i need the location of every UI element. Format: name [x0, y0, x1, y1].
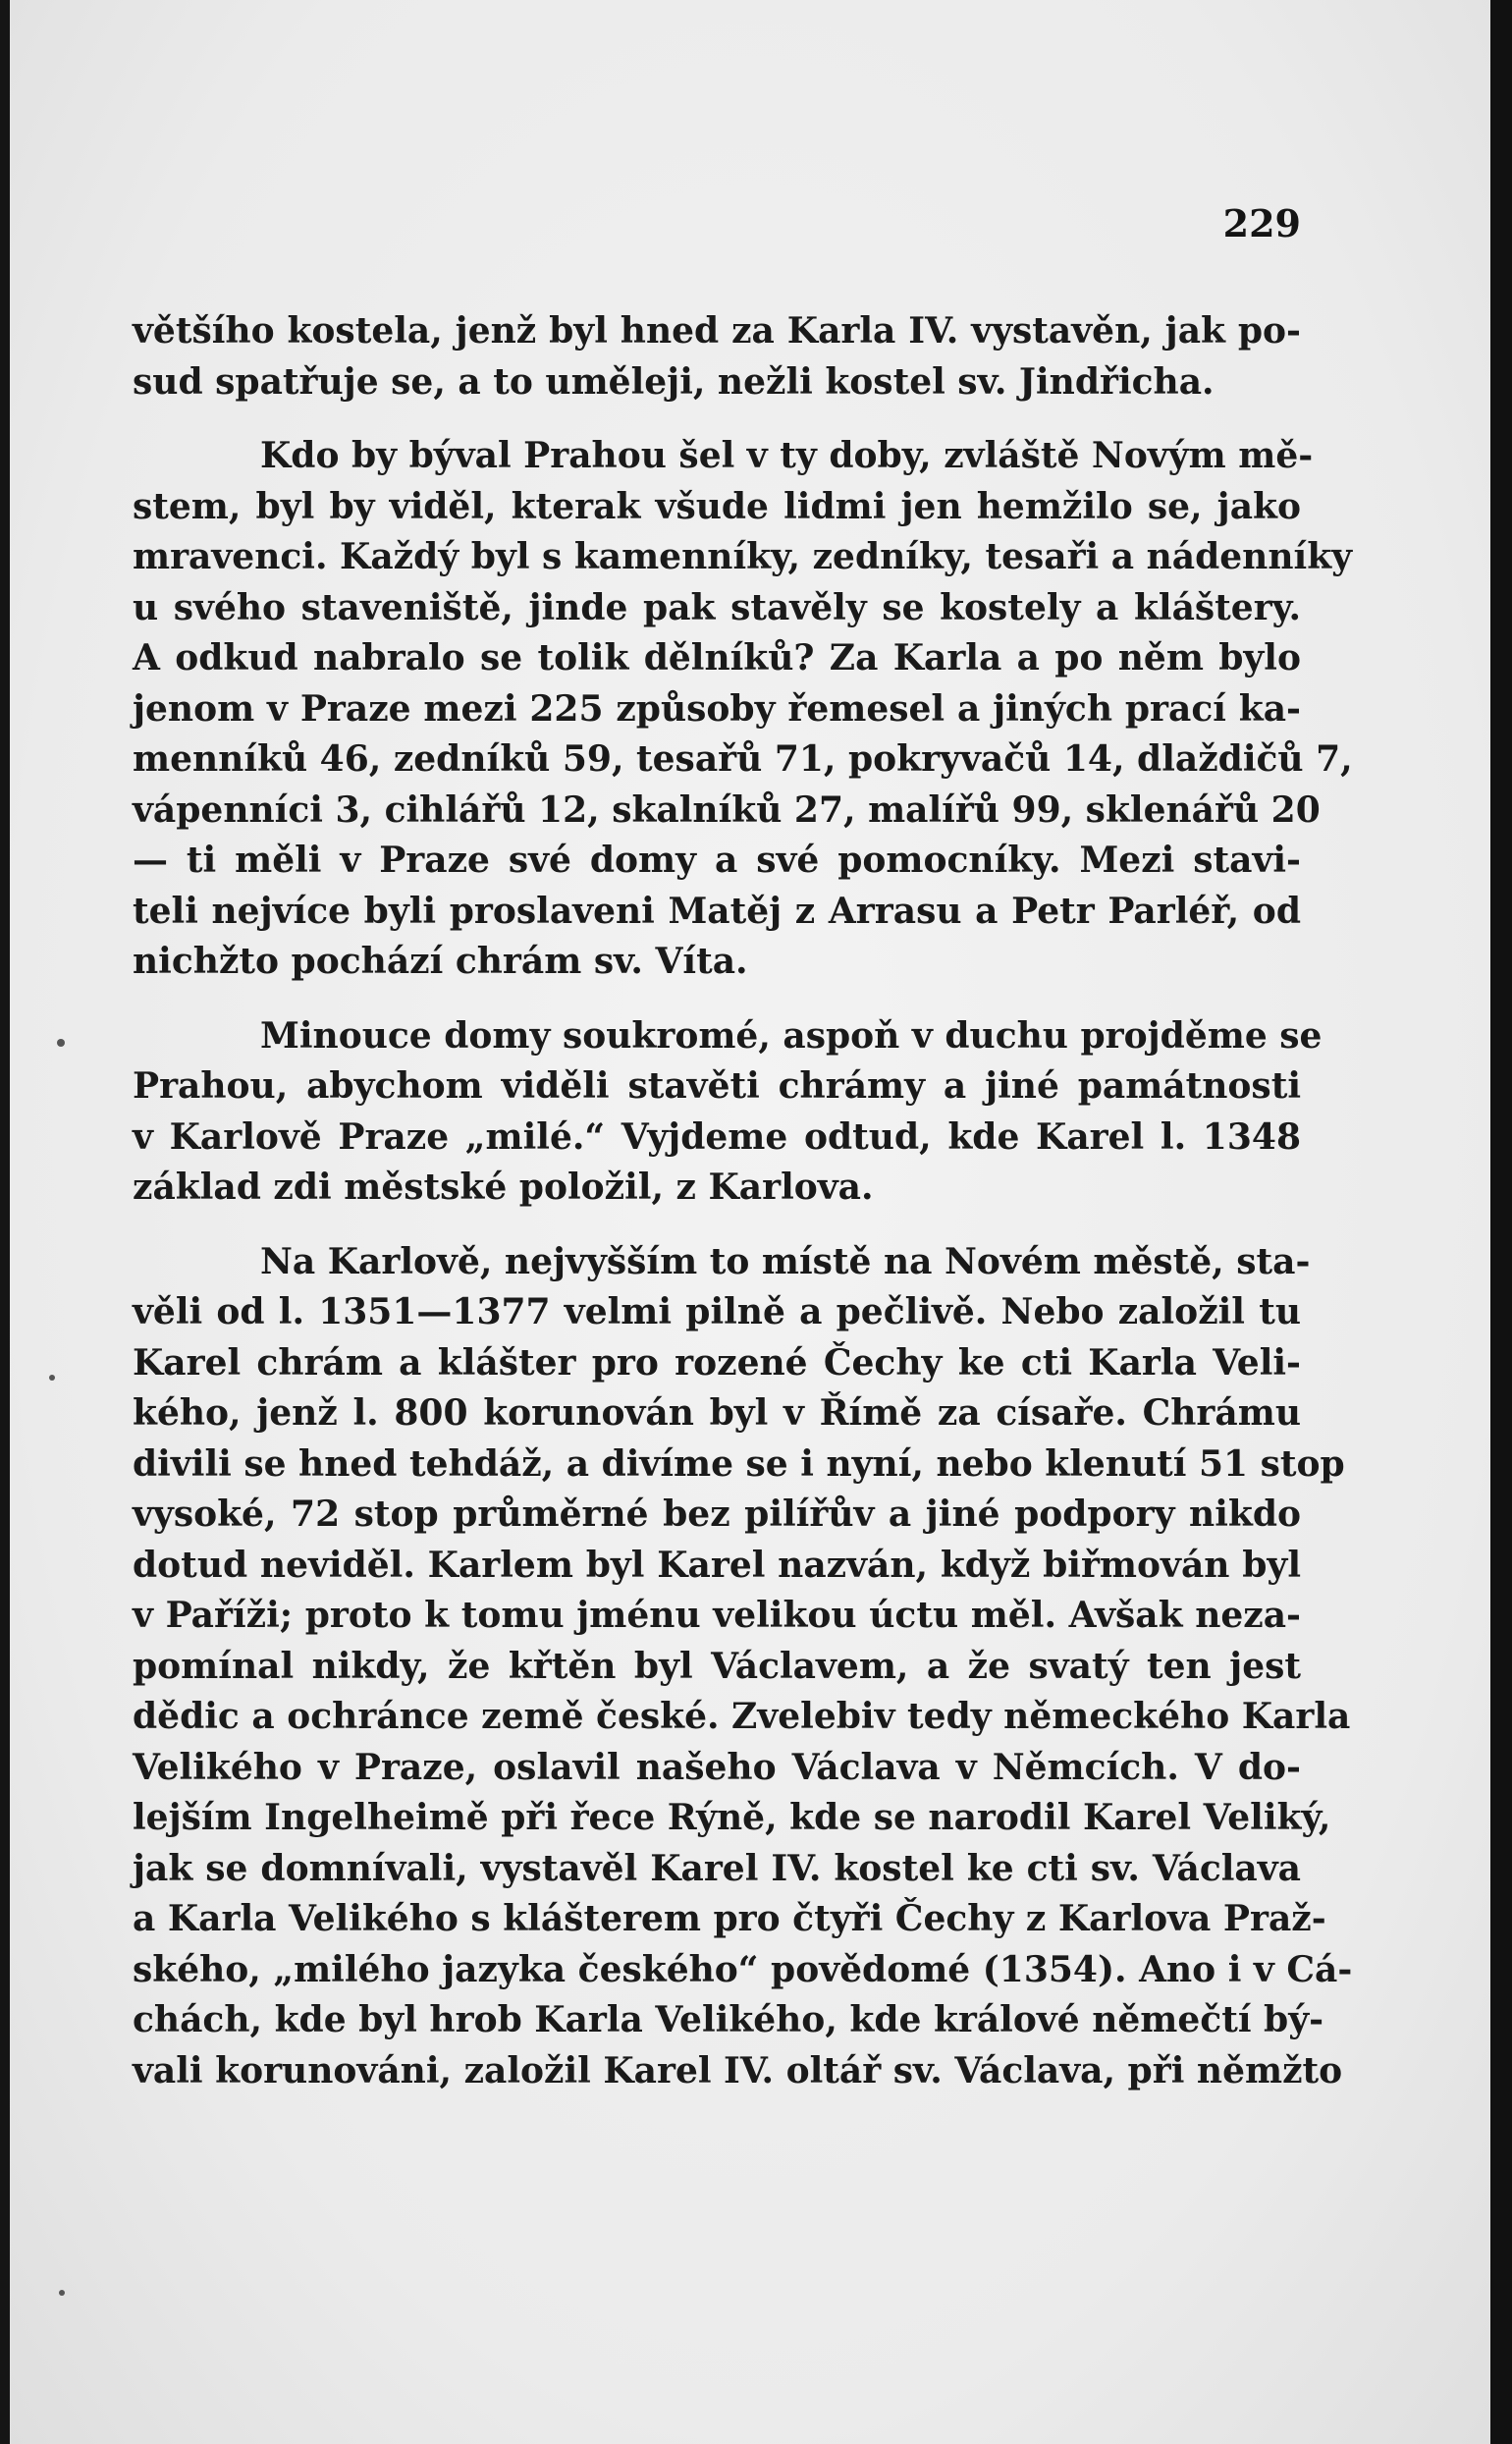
text-line: divili se hned tehdáž, a divíme se i nyní, nebo klenutí 51 stop: [133, 1442, 1345, 1485]
text-line: Minouce domy soukromé, aspoň v duchu projděme se: [260, 1014, 1323, 1057]
text-line: většího kostela, jenž byl hned za Karla IV. vystavěn, jak po-: [133, 310, 1301, 352]
text-line: stem, byl by viděl, kterak všude lidmi jen hemžilo se, jako: [133, 485, 1301, 527]
paragraph: [133, 431, 1353, 988]
text-line: A odkud nabralo se tolik dělníků? Za Karla a po něm bylo: [133, 637, 1301, 679]
text-line: základ zdi městské položil, z Karlova.: [133, 1167, 874, 1208]
scan-edge-right: [1490, 0, 1512, 2444]
paragraph-gap: [133, 1214, 1301, 1237]
paragraph: [133, 1237, 1353, 2097]
scan-edge-left: [0, 0, 10, 2444]
text-line: — ti měli v Praze své domy a své pomocníky. Mezi stavi-: [133, 840, 1301, 881]
text-line: nichžto pochází chrám sv. Víta.: [133, 941, 748, 982]
paragraph: [133, 306, 1301, 407]
text-line: Karel chrám a klášter pro rozené Čechy ke cti Karla Veli-: [133, 1341, 1301, 1384]
text-line: v Karlově Praze „milé.“ Vyjdeme odtud, kde Karel l. 1348: [133, 1115, 1301, 1158]
text-line: mravenci. Každý byl s kamenníky, zedníky, tesaři a nádenníky: [133, 536, 1353, 577]
print-speck: [57, 1039, 65, 1047]
text-line: sud spatřuje se, a to uměleji, nežli kostel sv. Jindřicha.: [133, 360, 1215, 403]
text-line: chách, kde byl hrob Karla Velikého, kde králové němečtí bý-: [133, 1999, 1324, 2040]
text-line: jak se domnívali, vystavěl Karel IV. kostel ke cti sv. Václava: [133, 1847, 1301, 1889]
text-line: dědic a ochránce země české. Zvelebiv tedy německého Karla: [133, 1696, 1351, 1737]
text-line: lejším Ingelheimě při řece Rýně, kde se narodil Karel Veliký,: [133, 1797, 1331, 1838]
text-line: vysoké, 72 stop průměrné bez pilířův a jiné podpory nikdo: [133, 1494, 1301, 1535]
text-line: věli od l. 1351—1377 velmi pilně a pečlivě. Nebo založil tu: [133, 1291, 1301, 1332]
body-text: [133, 306, 1353, 2096]
text-line: a Karla Velikého s klášterem pro čtyři Čechy z Karlova Praž-: [133, 1898, 1326, 1939]
print-speck: [59, 2290, 65, 2296]
paragraph-gap: [133, 988, 1301, 1011]
text-line: Prahou, abychom viděli stavěti chrámy a jiné památnosti: [133, 1065, 1301, 1107]
text-line: dotud neviděl. Karlem byl Karel nazván, když biřmován byl: [133, 1544, 1301, 1586]
text-line: ského, „milého jazyka českého“ povědomé (1354). Ano i v Cá-: [133, 1948, 1353, 1990]
text-line: Na Karlově, nejvyšším to místě na Novém městě, sta-: [260, 1240, 1311, 1282]
text-line: vali korunováni, založil Karel IV. oltář sv. Václava, při němžto: [133, 2049, 1343, 2091]
text-line: Kdo by býval Prahou šel v ty doby, zvláště Novým mě-: [260, 435, 1314, 476]
page-number: 229: [1222, 201, 1301, 245]
paragraph: [133, 1011, 1323, 1214]
text-line: pomínal nikdy, že křtěn byl Václavem, a že svatý ten jest: [133, 1645, 1301, 1687]
print-speck: [49, 1375, 55, 1381]
text-line: Velikého v Praze, oslavil našeho Václava v Němcích. V do-: [133, 1746, 1301, 1788]
text-line: kého, jenž l. 800 korunován byl v Římě za císaře. Chrámu: [133, 1392, 1301, 1434]
text-line: jenom v Praze mezi 225 způsoby řemesel a jiných prací ka-: [133, 687, 1301, 730]
text-line: v Paříži; proto k tomu jménu velikou úctu měl. Avšak neza-: [133, 1595, 1301, 1636]
text-line: teli nejvíce byli proslaveni Matěj z Arrasu a Petr Parléř, od: [133, 890, 1301, 932]
text-line: vápenníci 3, cihlářů 12, skalníků 27, malířů 99, sklenářů 20: [133, 788, 1321, 831]
paragraph-gap: [133, 407, 1301, 431]
text-line: menníků 46, zedníků 59, tesařů 71, pokryvačů 14, dlaždičů 7,: [133, 738, 1353, 780]
text-line: u svého staveniště, jinde pak stavěly se kostely a kláštery.: [133, 586, 1301, 628]
